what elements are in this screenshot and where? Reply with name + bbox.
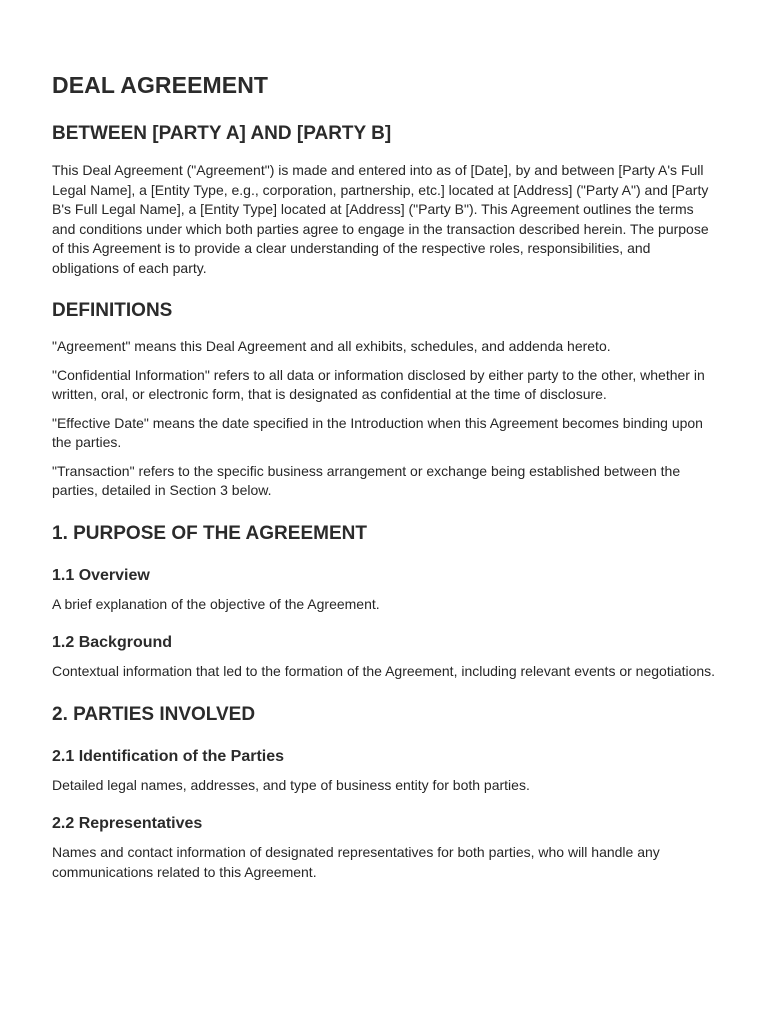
section-2-1-heading: 2.1 Identification of the Parties bbox=[52, 747, 285, 765]
document-subtitle: BETWEEN [PARTY A] AND [PARTY B] bbox=[52, 123, 392, 144]
definition-item: "Transaction" refers to the specific business arrangement or exchange being established between the parties, detailed in Section 3 below. bbox=[52, 462, 681, 498]
definition-item: "Effective Date" means the date specified in the Introduction when this Agreement becomes binding upon the parties. bbox=[52, 414, 703, 450]
section-2-2-text: Names and contact information of designated representatives for both parties, who will handle any communications related to this Agreement. bbox=[52, 844, 660, 880]
definition-item: "Agreement" means this Deal Agreement and all exhibits, schedules, and addenda hereto. bbox=[52, 338, 611, 354]
section-2-1-text: Detailed legal names, addresses, and type of business entity for both parties. bbox=[52, 776, 530, 793]
section-1-heading: 1. PURPOSE OF THE AGREEMENT bbox=[52, 522, 367, 544]
section-1-1-text: A brief explanation of the objective of the Agreement. bbox=[52, 595, 380, 612]
section-1-1-heading: 1.1 Overview bbox=[52, 566, 150, 584]
section-2-heading: 2. PARTIES INVOLVED bbox=[52, 703, 256, 725]
section-1-2-text: Contextual information that led to the formation of the Agreement, including relevant events or negotiations. bbox=[52, 663, 716, 679]
intro-paragraph: This Deal Agreement ("Agreement") is made and entered into as of [Date], by and between [Party A's Full Legal Name], a [Entity Type, e.g., corporation, partnership, etc.] located at [Address] ("Party A") and [Party B's Full Legal Name], a [Entity Type] located at [Address] ("Party B"). This Agreement outlines the terms and conditions under which both parties agree to engage in the transaction described herein. The purpose of this Agreement is to provide a clear understanding of the respective roles, responsibilities, and obligations of each party. bbox=[52, 162, 709, 276]
section-1-2-heading: 1.2 Background bbox=[52, 634, 173, 651]
definition-item: "Confidential Information" refers to all data or information disclosed by either party to the other, whether in written, oral, or electronic form, that is designated as confidential at the time of disclosure. bbox=[52, 366, 705, 402]
document-title: DEAL AGREEMENT bbox=[52, 72, 269, 98]
section-2-2-heading: 2.2 Representatives bbox=[52, 815, 203, 832]
definitions-heading: DEFINITIONS bbox=[52, 300, 173, 321]
